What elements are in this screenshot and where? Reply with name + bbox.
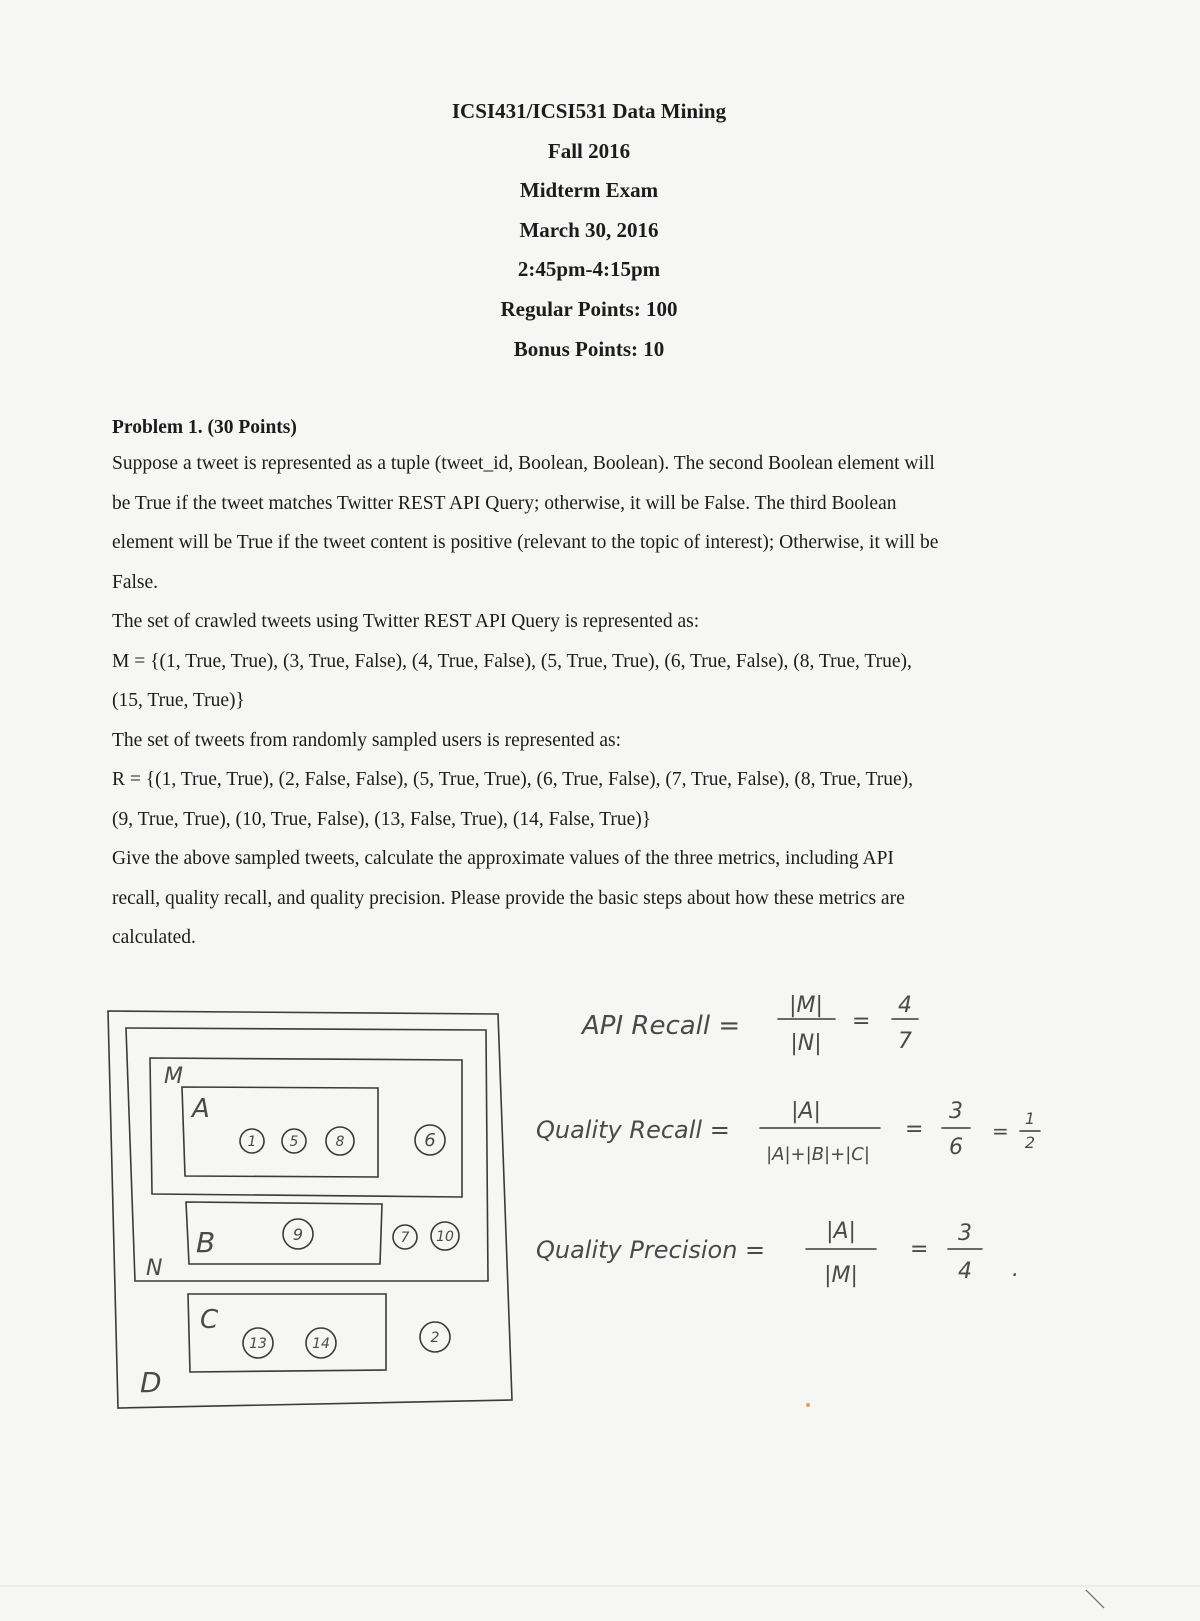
label-n: N (146, 1256, 163, 1281)
r-set-line: R = {(1, True, True), (2, False, False), (5, True, True), (6, True, False), (7, True, False), (8, True, True), (112, 769, 913, 790)
quality-recall-simplified-den: 2 (1024, 1133, 1036, 1152)
exam-date: March 30, 2016 (519, 217, 659, 242)
item-number: 10 (436, 1229, 454, 1245)
box-b (186, 1202, 382, 1264)
problem-text-line: Suppose a tweet is represented as a tuple (tweet_id, Boolean, Boolean). The second Boolean element will (112, 453, 935, 474)
item-number: 7 (400, 1230, 410, 1246)
quality-precision-eq: = (910, 1237, 929, 1262)
m-set-line: M = {(1, True, True), (3, True, False), (4, True, False), (5, True, True), (6, True, False), (8, True, True), (112, 650, 912, 672)
api-recall-result-num: 4 (898, 993, 912, 1018)
label-b: B (196, 1226, 216, 1259)
item-number: 1 (247, 1134, 257, 1150)
quality-recall-simplified-num: 1 (1024, 1109, 1036, 1128)
api-recall-num: |M| (789, 993, 823, 1018)
label-d: D (140, 1366, 162, 1399)
exam-name: Midterm Exam (519, 178, 659, 203)
problem-text-line: be True if the tweet matches Twitter REST API Query; otherwise, it will be False. The third Boolean (112, 492, 897, 514)
quality-precision-label: Quality Precision = (536, 1236, 766, 1264)
quality-precision-den: |M| (824, 1263, 858, 1288)
quality-recall-eq2: = (992, 1119, 1009, 1143)
quality-precision-num: |A| (826, 1219, 856, 1244)
m-intro: The set of crawled tweets using Twitter REST API Query is represented as: (112, 611, 700, 632)
box-a (182, 1087, 378, 1177)
item-number: 9 (292, 1225, 304, 1244)
problem-text-line: False. (112, 571, 159, 593)
exam-time: 2:45pm-4:15pm (517, 257, 661, 282)
api-recall-eq: = (852, 1009, 871, 1034)
quality-precision-result-num: 3 (958, 1221, 972, 1246)
label-a: A (192, 1094, 210, 1124)
item-number: 8 (335, 1134, 345, 1150)
api-recall-label: API Recall = (582, 1011, 741, 1041)
item-number: 14 (312, 1336, 330, 1352)
r-set-line: (9, True, True), (10, True, False), (13, False, True), (14, False, True)} (112, 808, 652, 830)
scan-speck (806, 1403, 810, 1407)
api-recall-result-den: 7 (898, 1029, 912, 1054)
quality-precision-result-den: 4 (958, 1259, 972, 1284)
quality-recall-label: Quality Recall = (536, 1116, 730, 1144)
label-m: M (164, 1064, 183, 1089)
bonus-points: Bonus Points: 10 (513, 336, 665, 361)
api-recall-den: |N| (790, 1031, 822, 1056)
item-number: 13 (249, 1336, 267, 1352)
course-title: ICSI431/ICSI531 Data Mining (451, 99, 727, 123)
task-line: Give the above sampled tweets, calculate the approximate values of the three metrics, including API (112, 848, 894, 869)
task-line: recall, quality recall, and quality precision. Please provide the basic steps about how these metrics are (112, 887, 905, 909)
m-set-line: (15, True, True)} (112, 690, 245, 711)
item-number: 2 (430, 1330, 440, 1346)
quality-recall-num: |A| (791, 1099, 821, 1124)
item-number: 6 (424, 1130, 436, 1151)
problem-title: Problem 1. (30 Points) (112, 417, 297, 438)
quality-recall-den: |A|+|B|+|C| (766, 1144, 870, 1165)
scan-mark (1086, 1590, 1104, 1608)
regular-points: Regular Points: 100 (500, 296, 678, 321)
problem-text-line: element will be True if the tweet content is positive (relevant to the topic of interest); Otherwise, it will be (112, 532, 939, 553)
item-number: 5 (289, 1134, 299, 1150)
term: Fall 2016 (547, 138, 631, 163)
r-intro: The set of tweets from randomly sampled users is represented as: (112, 729, 622, 751)
quality-precision-tail: . (1012, 1257, 1019, 1282)
quality-recall-eq: = (905, 1117, 924, 1142)
label-c: C (200, 1305, 219, 1335)
quality-recall-result-num: 3 (949, 1099, 963, 1124)
quality-recall-result-den: 6 (949, 1135, 963, 1160)
task-line: calculated. (112, 927, 196, 948)
